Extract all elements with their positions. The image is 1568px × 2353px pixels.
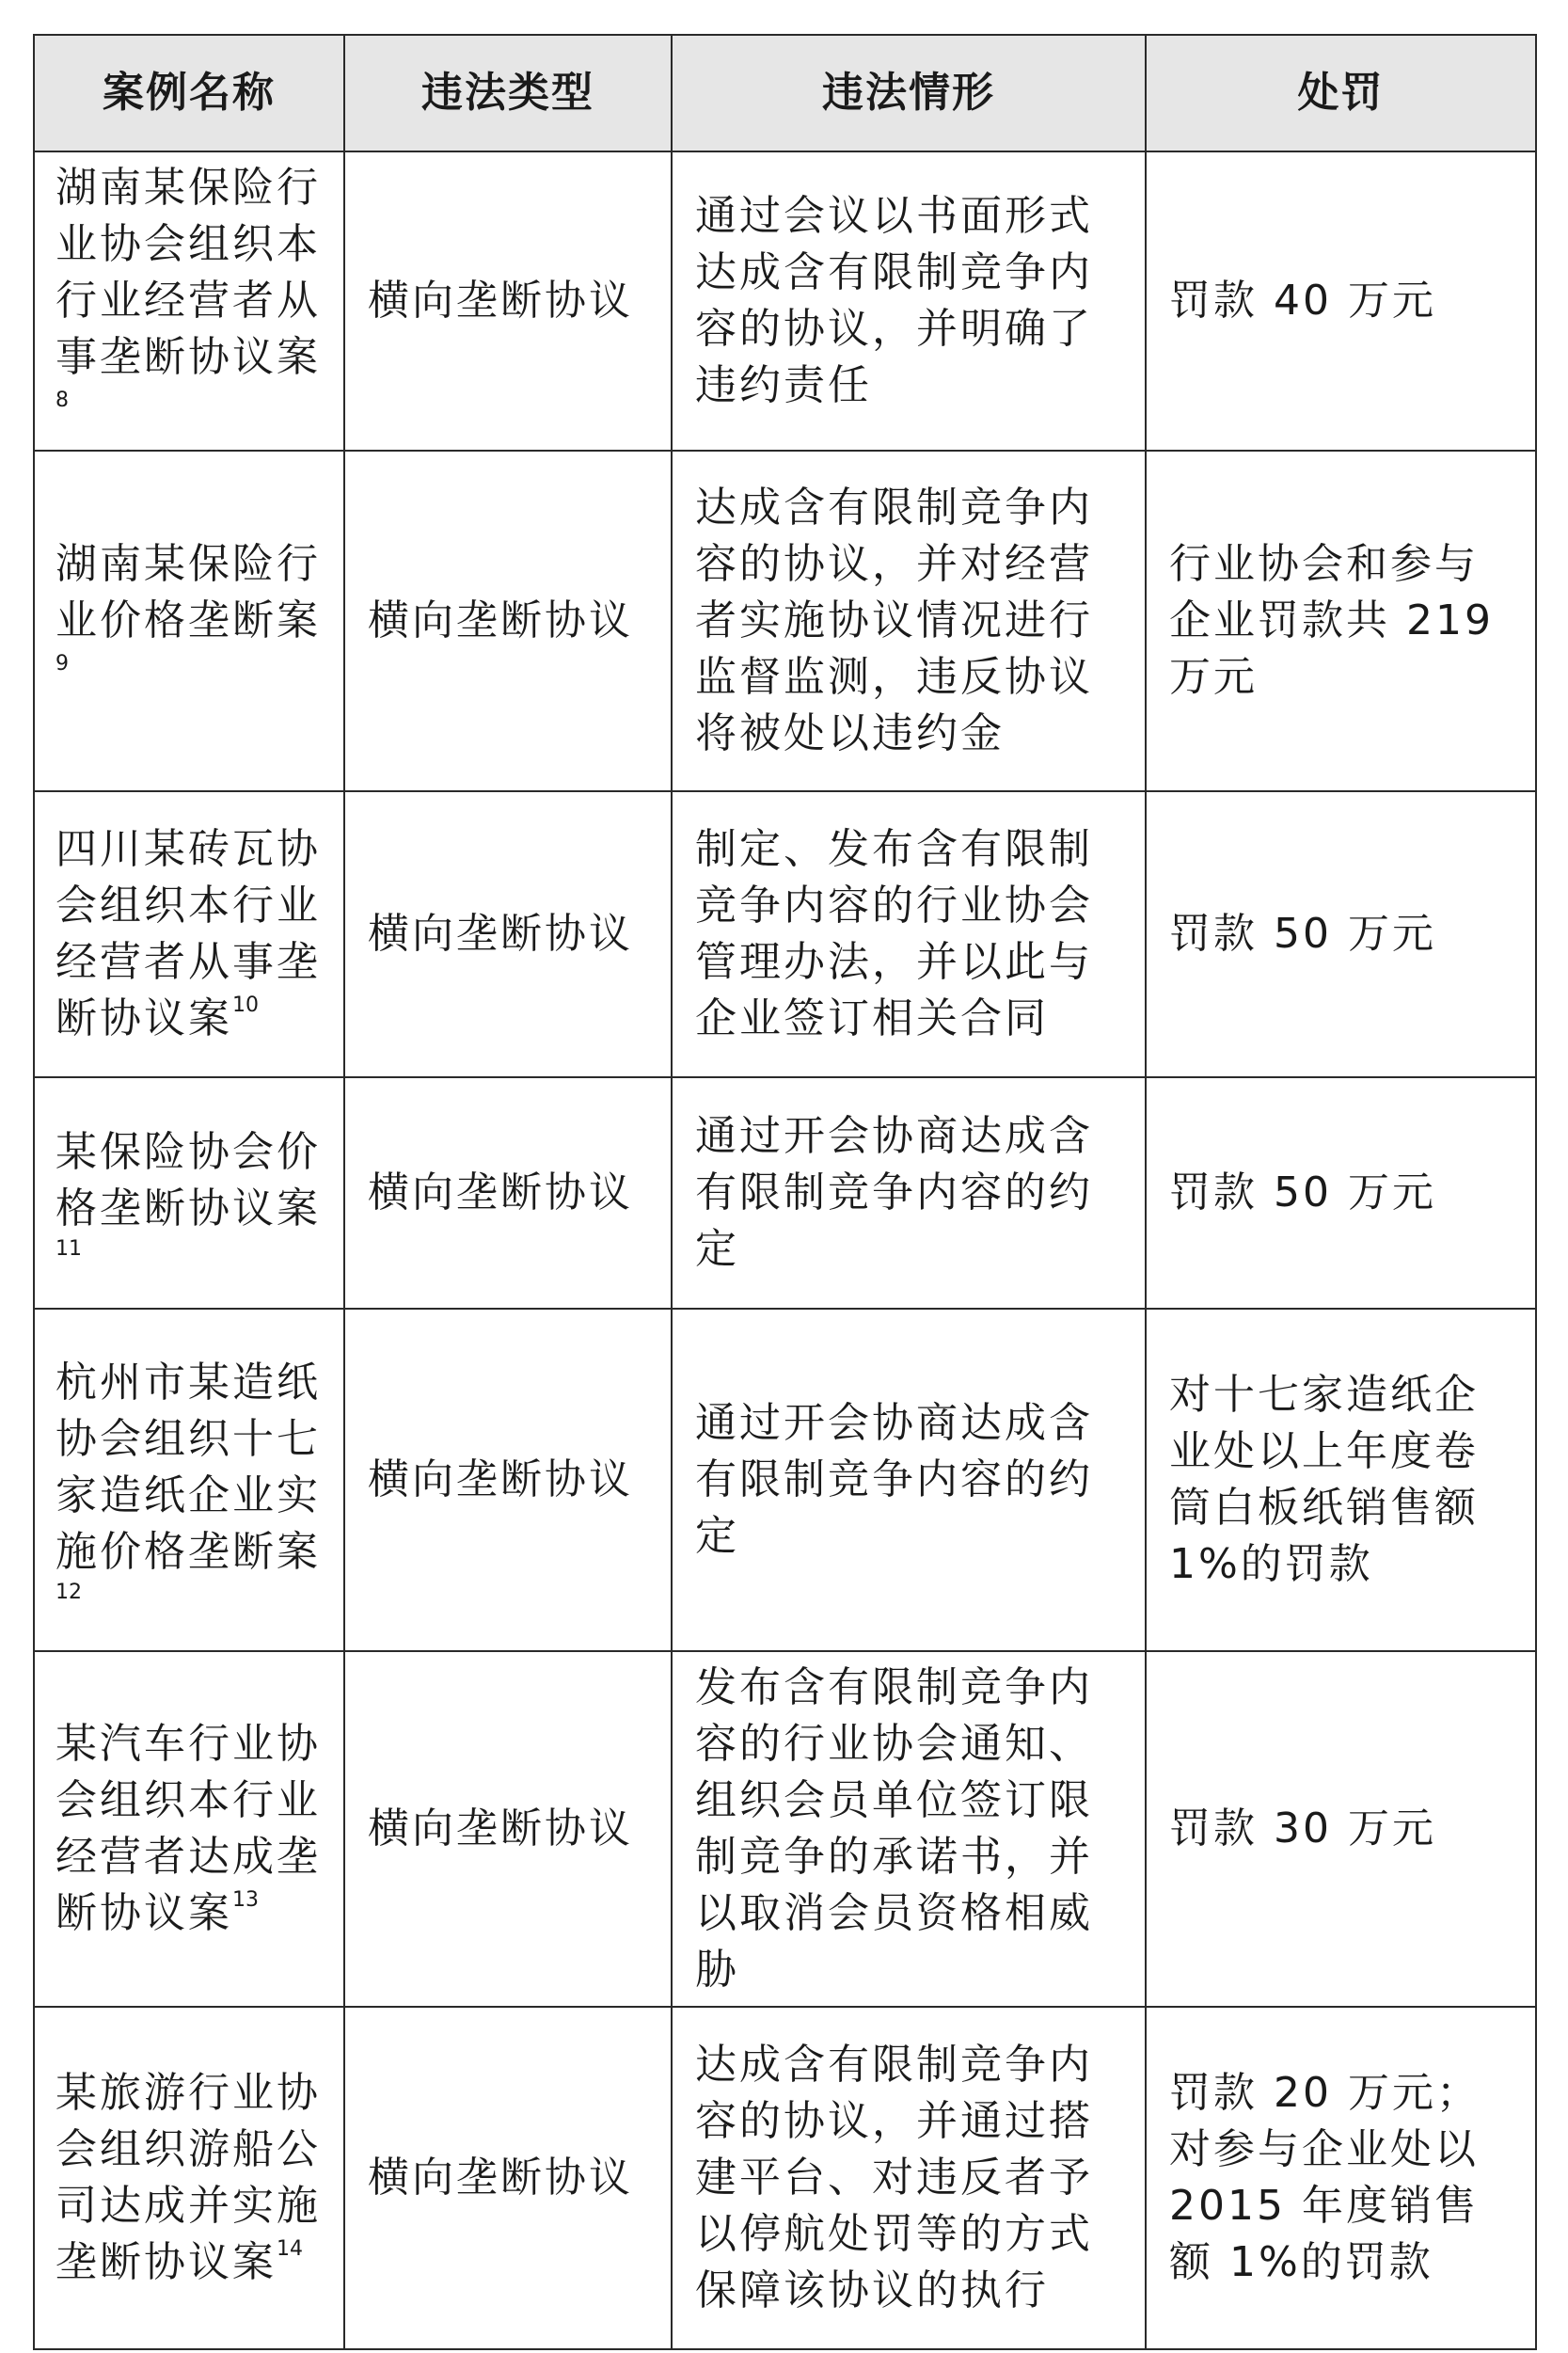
case-name: 某汽车行业协会组织本行业经营者达成垄断协议案 xyxy=(55,1720,321,1937)
footnote-marker: 11 xyxy=(55,1237,82,1261)
case-name-cell xyxy=(34,451,344,791)
violation-type-cell: 横向垄断协议 xyxy=(344,1077,672,1309)
footnote-marker: 10 xyxy=(232,994,259,1017)
violation-type-cell: 横向垄断协议 xyxy=(344,451,672,791)
violation-situation-cell: 通过会议以书面形式达成含有限制竞争内容的协议，并明确了违约责任 xyxy=(672,151,1146,451)
penalty-cell: 对十七家造纸企业处以上年度卷筒白板纸销售额 1%的罚款 xyxy=(1146,1309,1536,1651)
case-table xyxy=(33,34,1537,2350)
violation-type-cell: 横向垄断协议 xyxy=(344,791,672,1077)
footnote-marker: 13 xyxy=(232,1888,259,1912)
case-name-cell xyxy=(34,151,344,451)
penalty-cell: 罚款 30 万元 xyxy=(1146,1651,1536,2007)
violation-type-cell: 横向垄断协议 xyxy=(344,1651,672,2007)
header-case-name: 案例名称 xyxy=(34,35,344,151)
penalty-cell: 行业协会和参与企业罚款共 219 万元 xyxy=(1146,451,1536,791)
header-penalty: 处罚 xyxy=(1146,35,1536,151)
table-header-row xyxy=(34,35,1536,151)
case-name: 湖南某保险行业价格垄断案 xyxy=(55,540,321,644)
table-row xyxy=(34,2007,1536,2349)
violation-situation-cell: 制定、发布含有限制竞争内容的行业协会管理办法，并以此与企业签订相关合同 xyxy=(672,791,1146,1077)
case-name: 四川某砖瓦协会组织本行业经营者从事垄断协议案 xyxy=(55,825,321,1042)
penalty-cell: 罚款 50 万元 xyxy=(1146,1077,1536,1309)
case-name-cell xyxy=(34,791,344,1077)
case-name: 杭州市某造纸协会组织十七家造纸企业实施价格垄断案 xyxy=(55,1359,321,1576)
violation-situation-cell: 达成含有限制竞争内容的协议，并对经营者实施协议情况进行监督监测，违反协议将被处以违约金 xyxy=(672,451,1146,791)
header-violation-situation: 违法情形 xyxy=(672,35,1146,151)
footnote-marker: 14 xyxy=(277,2237,303,2261)
table-row xyxy=(34,451,1536,791)
case-name-cell xyxy=(34,2007,344,2349)
penalty-cell: 罚款 20 万元；对参与企业处以 2015 年度销售额 1%的罚款 xyxy=(1146,2007,1536,2349)
footnote-marker: 12 xyxy=(55,1581,82,1604)
violation-situation-cell: 发布含有限制竞争内容的行业协会通知、组织会员单位签订限制竞争的承诺书，并以取消会员资格相威胁 xyxy=(672,1651,1146,2007)
case-name: 某保险协会价格垄断协议案 xyxy=(55,1128,321,1232)
footnote-marker: 9 xyxy=(55,652,69,676)
case-name-cell xyxy=(34,1077,344,1309)
table-row xyxy=(34,1309,1536,1651)
violation-situation-cell: 达成含有限制竞争内容的协议，并通过搭建平台、对违反者予以停航处罚等的方式保障该协议的执行 xyxy=(672,2007,1146,2349)
header-violation-type: 违法类型 xyxy=(344,35,672,151)
table-row xyxy=(34,151,1536,451)
penalty-cell: 罚款 50 万元 xyxy=(1146,791,1536,1077)
violation-situation-cell: 通过开会协商达成含有限制竞争内容的约定 xyxy=(672,1309,1146,1651)
case-name-cell xyxy=(34,1651,344,2007)
violation-type-cell: 横向垄断协议 xyxy=(344,1309,672,1651)
violation-type-cell: 横向垄断协议 xyxy=(344,151,672,451)
table-row xyxy=(34,1077,1536,1309)
case-name: 湖南某保险行业协会组织本行业经营者从事垄断协议案 xyxy=(55,164,321,381)
violation-situation-cell: 通过开会协商达成含有限制竞争内容的约定 xyxy=(672,1077,1146,1309)
table-row xyxy=(34,791,1536,1077)
footnote-marker: 8 xyxy=(55,389,69,412)
case-name-cell xyxy=(34,1309,344,1651)
table-row xyxy=(34,1651,1536,2007)
case-name: 某旅游行业协会组织游船公司达成并实施垄断协议案 xyxy=(55,2069,321,2286)
penalty-cell: 罚款 40 万元 xyxy=(1146,151,1536,451)
violation-type-cell: 横向垄断协议 xyxy=(344,2007,672,2349)
